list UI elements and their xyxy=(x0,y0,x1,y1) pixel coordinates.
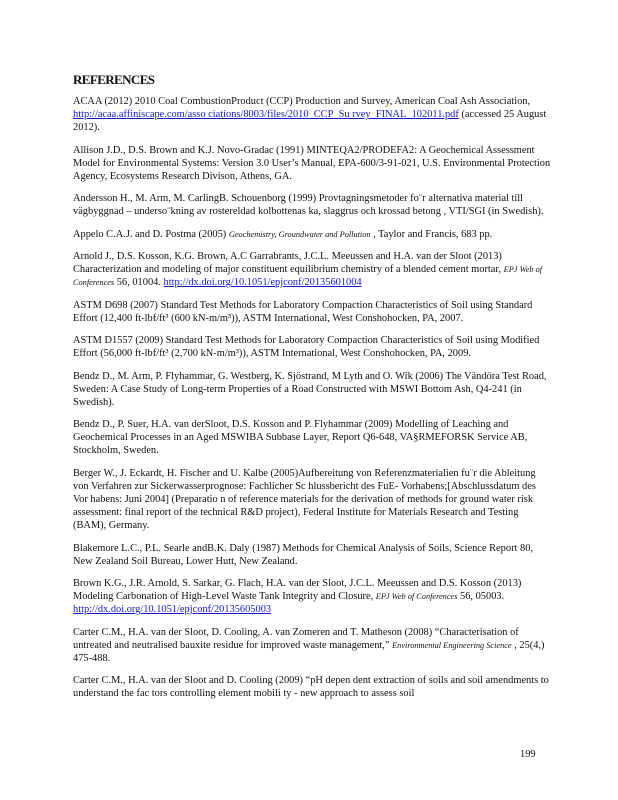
reference-entry xyxy=(73,542,553,568)
reference-text: Andersson H., M. Arm, M. CarlingB. Schouenborg (1999) Provtagningsmetoder fo¨r alternativa material till vägbyggnad – underso¨kning av rostereldad kolbottenas ka, slaggrus och krossad betong , VTI/SGI (in Swedish). xyxy=(73,193,544,218)
reference-entry xyxy=(73,467,553,532)
reference-text: Carter C.M., H.A. van der Sloot and D. Cooling (2009) “pH depen dent extraction of soils and soil amendments to understand the fac tors controlling element mobili ty ‐ new approach to assess soil xyxy=(73,675,549,700)
reference-journal: EPJ Web of Conferences xyxy=(375,592,458,602)
reference-text: Brown K.G., J.R. Arnold, S. Sarkar, G. Flach, H.A. van der Sloot, J.C.L. Meeussen and D.S. Kosson (2013) Modeling Carbonation of High‐Level Waste Tank Integrity and Closure, xyxy=(73,577,522,603)
reference-list xyxy=(73,95,553,710)
reference-text: Blakemore L.C., P.L. Searle andB.K. Daly (1987) Methods for Chemical Analysis of Soils, Science Report 80, New Zealand Soil Bureau, Lower Hutt, New Zealand. xyxy=(73,542,533,567)
reference-entry xyxy=(73,192,553,218)
reference-text: Bendz D., P. Suer, H.A. van derSloot, D.S. Kosson and P. Flyhammar (2009) Modelling of Leaching and Geochemical Processes in an Aged MSWIBA Subbase Layer, Report Q6‐648, VA§RMEFORSK Service AB, Stockholm, Sweden. xyxy=(73,419,528,457)
reference-journal: EPJ Web of Conferences xyxy=(73,265,543,288)
reference-text: ASTM D1557 (2009) Standard Test Methods for Laboratory Compaction Characteristics of Soil using Modified Effort (56,000 ft‐lbf/ft³ (2,700 kN‐m/m³)), ASTM International, West Conshohocken, PA, 2009. xyxy=(73,335,540,360)
reference-text: Appelo C.A.J. and D. Postma (2005) xyxy=(73,228,229,240)
reference-text: Arnold J., D.S. Kosson, K.G. Brown, A.C Garrabrants, J.C.L. Meeussen and H.A. van der Sloot (2013) Characterization and modeling of major constituent equilibrium chemistry of a blended cement mortar, xyxy=(73,251,504,276)
reference-text: 56, 05003. xyxy=(457,591,505,603)
reference-text: ACAA (2012) 2010 Coal CombustionProduct (CCP) Production and Survey, American Coal Ash Association, xyxy=(73,96,531,107)
reference-entry xyxy=(73,418,553,457)
reference-journal: Environmental Engineering Science xyxy=(392,640,512,650)
page-number: 199 xyxy=(520,749,536,760)
reference-text: , Taylor and Francis, 683 pp. xyxy=(370,228,493,240)
reference-entry xyxy=(73,228,553,241)
reference-link[interactable]: http://acaa.affiniscape.com/asso ciations/8003/files/2010_CCP_Su rvey_FINAL_102011.pdf xyxy=(73,109,459,121)
reference-link[interactable]: http://dx.doi.org/10.1051/epjconf/20135605003 xyxy=(73,604,272,616)
reference-text: Allison J.D., D.S. Brown and K.J. Novo‐Gradac (1991) MINTEQA2/PRODEFA2: A Geochemical Assessment Model for Environmental Systems: Version 3.0 User’s Manual, EPA‐600/3‐91‐021, U.S. Environmental Protection Agency, Ecosystems Research Divison, Athens, GA. xyxy=(73,144,551,182)
reference-entry xyxy=(73,370,553,409)
reference-text: ASTM D698 (2007) Standard Test Methods for Laboratory Compaction Characteristics of Soil using Standard Effort (12,400 ft‐lbf/ft³ (600 kN‐m/m³)), ASTM International, West Conshohocken, PA, 2007. xyxy=(73,299,533,324)
reference-entry xyxy=(73,577,553,616)
reference-journal: Geochemistry, Groundwater and Pollution xyxy=(228,229,371,239)
reference-text: Bendz D., M. Arm, P. Flyhammar, G. Westberg, K. Sjöstrand, M Lyth and O. Wik (2006) The Vändöra Test Road, Sweden: A Case Study of Long‐term Properties of a Road Constructed with MSWI Bottom Ash, Q4‐241 (in Swedish). xyxy=(73,370,547,408)
reference-entry xyxy=(73,674,553,700)
reference-text: Berger W., J. Eckardt, H. Fischer and U. Kalbe (2005)Aufbereitung von Referenzmaterialien fu¨r die Ableitung von Verfahren zur Sickerwasserprognose: Fachlicher Sc hlussbericht des FuE‐ Vorhabens;[Abschlussdatum des Vor habens: Juni 2004] (Preparatio n of reference materials for the derivation of methods for ground water risk assessment: final report of the technical R&D project), Federal Institute for Materials Research and Testing (BAM), Germany. xyxy=(73,467,536,532)
reference-entry xyxy=(73,250,553,289)
reference-text: (accessed 25 August 2012). xyxy=(73,109,547,134)
reference-entry xyxy=(73,144,553,183)
reference-entry xyxy=(73,626,553,665)
reference-text: 56, 01004. xyxy=(114,277,164,289)
section-heading: REFERENCES xyxy=(73,72,155,87)
reference-link[interactable]: http://dx.doi.org/10.1051/epjconf/20135601004 xyxy=(163,277,362,289)
reference-text: Carter C.M., H.A. van der Sloot, D. Cooling, A. van Zomeren and T. Matheson (2008) “Characterisation of untreated and neutralised bauxite residue for improved waste management,” xyxy=(73,626,519,651)
reference-entry xyxy=(73,299,553,325)
reference-entry xyxy=(73,334,553,360)
reference-text: , 25(4,) 475‐488. xyxy=(73,639,545,664)
reference-entry xyxy=(73,95,553,134)
